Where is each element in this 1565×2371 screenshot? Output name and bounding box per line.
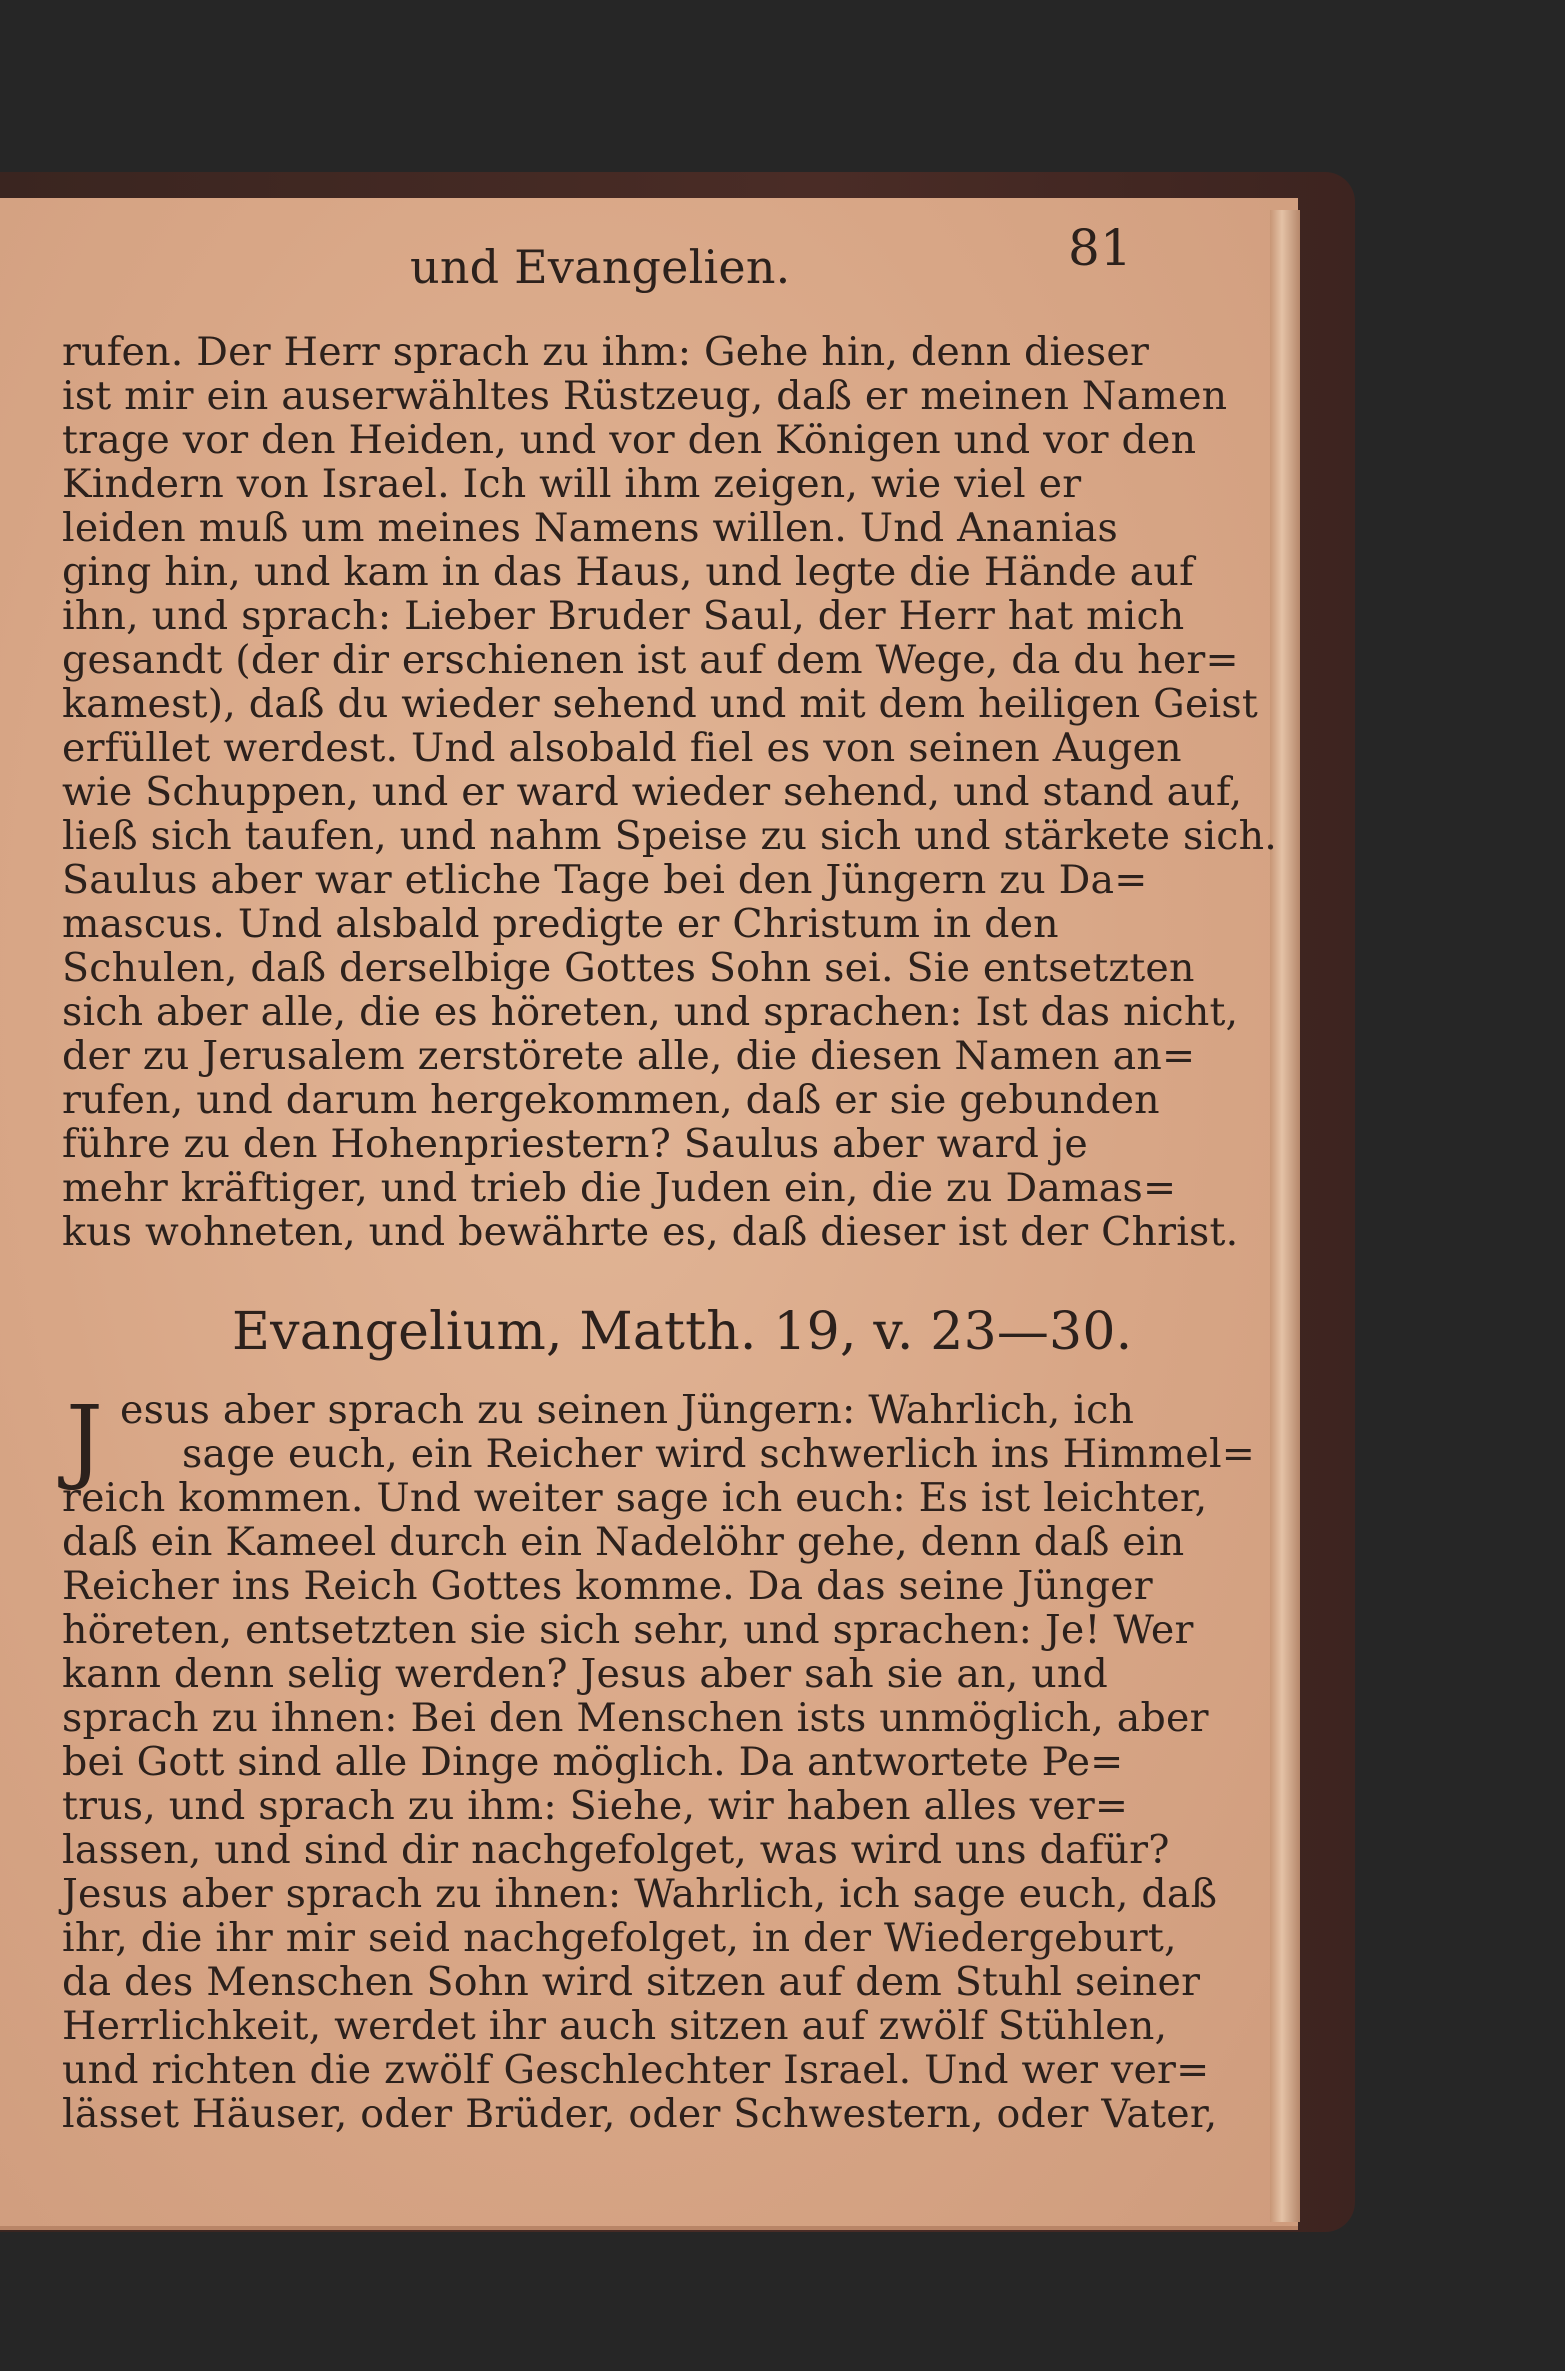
text-line: reich kommen. Und weiter sage ich euch: Es ist leichter, <box>62 1475 1208 1521</box>
running-title: und Evangelien. <box>410 240 791 294</box>
text-line: Saulus aber war etliche Tage bei den Jüngern zu Da= <box>62 857 1148 903</box>
text-line: ließ sich taufen, und nahm Speise zu sich und stärkete sich. <box>62 813 1277 859</box>
text-line: bei Gott sind alle Dinge möglich. Da antwortete Pe= <box>62 1739 1124 1785</box>
text-line: erfüllet werdest. Und alsobald fiel es von seinen Augen <box>62 725 1182 771</box>
epistle-text <box>62 330 1277 1254</box>
text-line: Herrlichkeit, werdet ihr auch sitzen auf zwölf Stühlen, <box>62 2003 1168 2049</box>
text-line: kus wohneten, und bewährte es, daß dieser ist der Christ. <box>62 1209 1239 1255</box>
drop-cap: J <box>66 1386 103 1493</box>
text-line: lässet Häuser, oder Brüder, oder Schwestern, oder Vater, <box>62 2091 1218 2137</box>
text-line: rufen, und darum hergekommen, daß er sie gebunden <box>62 1077 1160 1123</box>
text-line: trus, und sprach zu ihm: Siehe, wir haben alles ver= <box>62 1783 1129 1829</box>
text-line: esus aber sprach zu seinen Jüngern: Wahrlich, ich <box>120 1387 1135 1433</box>
text-line: Jesus aber sprach zu ihnen: Wahrlich, ich sage euch, daß <box>62 1871 1218 1917</box>
text-line: kamest), daß du wieder sehend und mit dem heiligen Geist <box>62 681 1258 727</box>
text-line: sage euch, ein Reicher wird schwerlich ins Himmel= <box>182 1431 1256 1477</box>
text-line: mascus. Und alsbald predigte er Christum in den <box>62 901 1059 947</box>
text-line: ihn, und sprach: Lieber Bruder Saul, der Herr hat mich <box>62 593 1185 639</box>
text-line: trage vor den Heiden, und vor den Königen und vor den <box>62 417 1197 463</box>
text-line: Reicher ins Reich Gottes komme. Da das seine Jünger <box>62 1563 1153 1609</box>
text-line: sich aber alle, die es höreten, und sprachen: Ist das nicht, <box>62 989 1239 1035</box>
text-line: mehr kräftiger, und trieb die Juden ein, die zu Damas= <box>62 1165 1177 1211</box>
text-line: höreten, entsetzten sie sich sehr, und sprachen: Je! Wer <box>62 1607 1194 1653</box>
text-line: führe zu den Hohenpriestern? Saulus aber ward je <box>62 1121 1088 1167</box>
text-line: Kindern von Israel. Ich will ihm zeigen, wie viel er <box>62 461 1082 507</box>
text-line: daß ein Kameel durch ein Nadelöhr gehe, denn daß ein <box>62 1519 1185 1565</box>
text-line: rufen. Der Herr sprach zu ihm: Gehe hin, denn dieser <box>62 329 1150 375</box>
text-line: wie Schuppen, und er ward wieder sehend, und stand auf, <box>62 769 1243 815</box>
text-line: kann denn selig werden? Jesus aber sah sie an, und <box>62 1651 1108 1697</box>
text-line: der zu Jerusalem zerstörete alle, die diesen Namen an= <box>62 1033 1196 1079</box>
page-number: 81 <box>1068 219 1133 277</box>
text-line: leiden muß um meines Namens willen. Und Ananias <box>62 505 1118 551</box>
text-line: sprach zu ihnen: Bei den Menschen ists unmöglich, aber <box>62 1695 1209 1741</box>
text-line: ist mir ein auserwähltes Rüstzeug, daß er meinen Namen <box>62 373 1228 419</box>
text-line: und richten die zwölf Geschlechter Israel. Und wer ver= <box>62 2047 1210 2093</box>
text-line: lassen, und sind dir nachgefolget, was wird uns dafür? <box>62 1827 1170 1873</box>
gospel-text <box>62 1388 1255 2136</box>
text-line: ihr, die ihr mir seid nachgefolget, in der Wiedergeburt, <box>62 1915 1177 1961</box>
text-line: Schulen, daß derselbige Gottes Sohn sei. Sie entsetzten <box>62 945 1195 991</box>
text-line: gesandt (der dir erschienen ist auf dem Wege, da du her= <box>62 637 1239 683</box>
text-line: da des Menschen Sohn wird sitzen auf dem Stuhl seiner <box>62 1959 1201 2005</box>
gospel-heading: Evangelium, Matth. 19, v. 23—30. <box>232 1302 1133 1362</box>
text-line: ging hin, und kam in das Haus, und legte die Hände auf <box>62 549 1194 595</box>
